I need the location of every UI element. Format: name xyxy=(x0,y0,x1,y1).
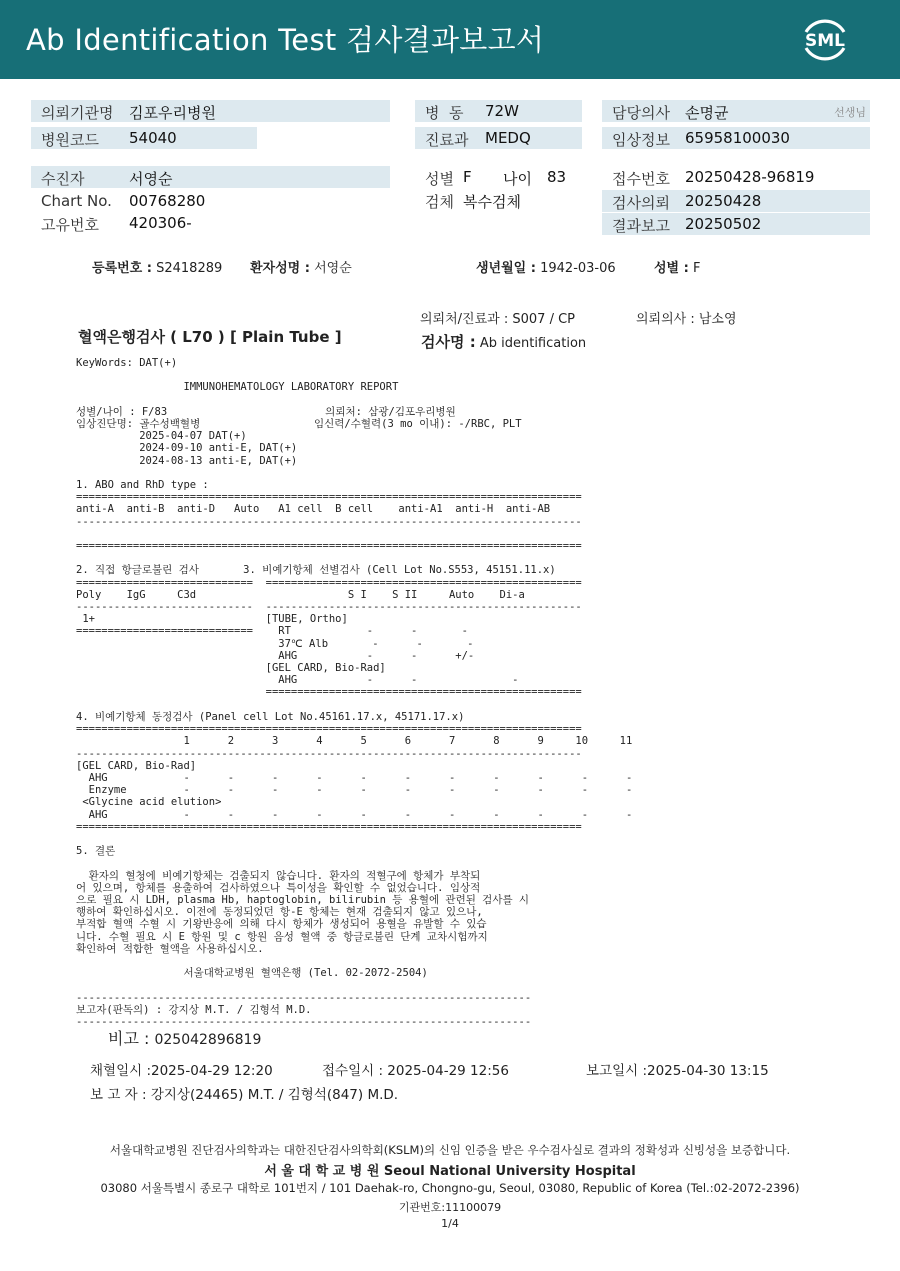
institution-value: 김포우리병원 xyxy=(129,104,216,122)
patient-name xyxy=(250,257,352,276)
department-value: MEDQ xyxy=(485,129,531,147)
patient-reg-no xyxy=(92,257,222,276)
doctor-value: 손명균 xyxy=(685,104,729,122)
report-header xyxy=(0,0,900,79)
sex-label: 성별 xyxy=(425,170,454,188)
page-number: 1/4 xyxy=(441,1217,459,1230)
sex-line-label: 성별 : xyxy=(654,261,689,276)
request-date-field xyxy=(602,190,870,212)
doctor-field xyxy=(602,100,870,122)
hospital-name: 서 울 대 학 교 병 원 Seoul National University Hospital xyxy=(264,1164,636,1179)
specimen-field xyxy=(415,189,582,211)
age-label: 나이 xyxy=(503,170,532,188)
exam-name-label: 검사명 : xyxy=(421,333,476,351)
reporter-value: 강지상(24465) M.T. / 김형석(847) M.D. xyxy=(150,1087,399,1103)
hospital-address: 03080 서울특별시 종로구 대학로 101번지 / 101 Daehak-ro, Chongno-gu, Seoul, 03080, Republic of Korea (Tel.:02-2072-2396) xyxy=(100,1181,800,1195)
sex-value: F xyxy=(463,168,472,186)
request-date-value: 20250428 xyxy=(685,192,762,210)
patient-value: 서영순 xyxy=(129,170,173,188)
logo-text: SML xyxy=(805,31,845,51)
report-title: Ab Identification Test 검사결과보고서 xyxy=(26,23,545,57)
lab-report-text: KeyWords: DAT(+) IMMUNOHEMATOLOGY LABORATORY REPORT 성별/나이 : F/83 의뢰처: 삼광/김포우리병원 임상진단명: 골수성백혈병 임신력/수혈력(3 mo 이내): -/RBC, PLT 2025-04-07 DAT(+) 2024-09-10 anti-E, DAT(+) 2024-08-13 anti-E, DAT(+) 1. ABO and RhD type : ================================================================================ anti-A anti-B anti-D Auto A1 cell B cell anti-A1 anti-H anti-AB -------------------------------------------------------------------------------- ================================================================================ 2. 직접 항글로불린 검사 3. 비예기항체 선별검사 (Cell Lot No.S553, 45151.11.x) ============================ ================================================== Poly IgG C3d S I S II Auto Di-a ---------------------------- -------------------------------------------------- 1+ [TUBE, Ortho] ============================ RT - - - 37℃ Alb - - - AHG - - +/- [GEL CARD, Bio-Rad] AHG - - - ================================================== 4. 비예기항체 동정검사 (Panel cell Lot No.45161.17.x, 45171.17.x) ================================================================================ 1 2 3 4 5 6 7 8 9 10 11 -------------------------------------------------------------------------------- [GEL CARD, Bio-Rad] AHG - - - - - - - - - - - Enzyme - - - - - - - - - - - <Glycine acid elution> AHG - - - - - - - - - - - ================================================================================ 5. 결론 환자의 혈청에 비예기항체는 검출되지 않습니다. 환자의 적혈구에 항체가 부착되 어 있으며, 항체를 용출하여 검사하였으나 특이성을 확인할 수 없었습니다. 임상적 으로 필요 시 LDH, plasma Hb, haptoglobin, bilirubin 등 용혈에 관련된 검사를 시 행하여 확인하십시오. 이전에 동정되었던 항-E 항체는 현재 검출되지 않고 있으나, 부적합 혈액 수혈 시 기왕반응에 의해 다시 항체가 생성되어 용혈을 유발할 수 있습 니다. 수혈 필요 시 E 항원 및 c 항원 음성 혈액 중 항글로불린 단계 교차시험까지 확인하여 적합한 혈액을 사용하십시오. 서울대학교병원 혈액은행 (Tel. 02-2072-2504) ------------------------------------------------------------------------ 보고자(판독의) : 강지상 M.T. / 김형석 M.D. ------------------------------------------------------------------------ xyxy=(76,357,633,1028)
remarks-value: 025042896819 xyxy=(154,1032,262,1048)
chart-no-value: 00768280 xyxy=(129,192,206,210)
doctor-suffix: 선생님 xyxy=(834,106,866,119)
referral-doctor: 의뢰의사 : 남소영 xyxy=(636,312,737,327)
age-value: 83 xyxy=(547,168,567,186)
institution-label: 의뢰기관명 xyxy=(41,104,114,122)
dob-value: 1942-03-06 xyxy=(540,261,616,276)
receive-time: 접수일시 : 2025-04-29 12:56 xyxy=(322,1063,509,1079)
unique-no-label: 고유번호 xyxy=(41,216,99,234)
report-time: 보고일시 :2025-04-30 13:15 xyxy=(586,1063,769,1079)
name-value: 서영순 xyxy=(314,261,352,276)
reporter xyxy=(90,1083,398,1103)
sml-logo-icon xyxy=(796,12,854,66)
hospital-code-field xyxy=(31,127,257,149)
report-date-value: 20250502 xyxy=(685,215,762,233)
unique-no-field xyxy=(31,212,390,234)
chart-no-label: Chart No. xyxy=(41,192,112,210)
exam-name-value: Ab identification xyxy=(479,336,587,351)
patient-label: 수진자 xyxy=(41,170,85,188)
clinical-info-field xyxy=(602,127,870,149)
specimen-label: 검체 xyxy=(425,193,454,211)
doctor-label: 담당의사 xyxy=(612,104,670,122)
request-date-label: 검사의뢰 xyxy=(612,194,670,212)
report-date-field xyxy=(602,213,870,235)
ward-value: 72W xyxy=(485,102,519,120)
unique-no-value: 420306- xyxy=(129,214,192,232)
department-label: 진료과 xyxy=(425,131,469,149)
receipt-no-label: 접수번호 xyxy=(612,170,670,188)
sex-age-field xyxy=(415,166,582,188)
department-field xyxy=(415,127,582,149)
org-number: 기관번호:11100079 xyxy=(398,1201,502,1214)
institution-field xyxy=(31,100,390,122)
name-label: 환자성명 : xyxy=(250,261,310,276)
certification-text: 서울대학교병원 진단검사의학과는 대한진단검사의학회(KSLM)의 신임 인증을 받은 우수검사실로 결과의 정확성과 신빙성을 보증합니다. xyxy=(109,1143,791,1157)
reporter-label: 보 고 자 : xyxy=(90,1087,147,1103)
clinical-info-value: 65958100030 xyxy=(685,129,790,147)
remarks xyxy=(108,1026,261,1049)
sex-line-value: F xyxy=(692,261,701,276)
receipt-no-field xyxy=(602,166,870,188)
hospital-code-label: 병원코드 xyxy=(41,131,99,149)
ward-label: 병 동 xyxy=(425,104,464,122)
hospital-code-value: 54040 xyxy=(129,129,177,147)
reg-label: 등록번호 : xyxy=(92,261,152,276)
dob-label: 생년월일 : xyxy=(476,261,536,276)
exam-name xyxy=(421,331,586,352)
patient-dob xyxy=(476,257,616,276)
collect-time: 채혈일시 :2025-04-29 12:20 xyxy=(90,1063,273,1079)
reg-value: S2418289 xyxy=(156,261,223,276)
ward-field xyxy=(415,100,582,122)
exam-title: 혈액은행검사 ( L70 ) [ Plain Tube ] xyxy=(78,328,342,346)
clinical-info-label: 임상정보 xyxy=(612,131,670,149)
chart-no-field xyxy=(31,190,390,212)
report-date-label: 결과보고 xyxy=(612,217,670,235)
referral-dept: 의뢰처/진료과 : S007 / CP xyxy=(420,312,575,327)
remarks-label: 비고 : xyxy=(108,1029,150,1048)
receipt-no-value: 20250428-96819 xyxy=(685,168,815,186)
patient-sex xyxy=(654,257,700,276)
patient-field xyxy=(31,166,390,188)
specimen-value: 복수검체 xyxy=(463,193,521,211)
